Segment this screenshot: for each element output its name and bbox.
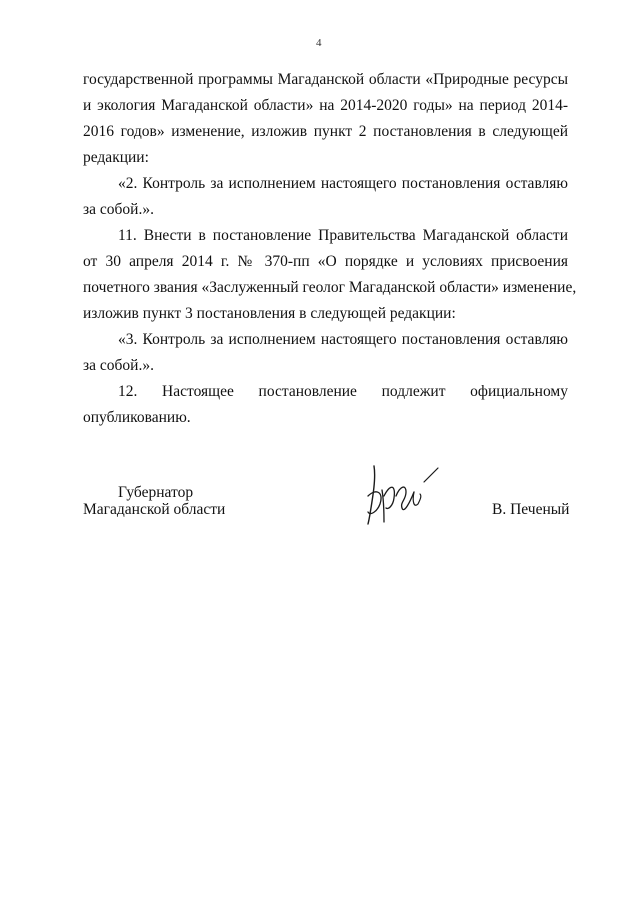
signatory-title: Губернатор [118, 484, 194, 501]
text-line: 2016 годов» изменение, изложив пункт 2 постановления в следующей [83, 123, 568, 140]
text-line: опубликованию. [83, 409, 191, 426]
text-line: и экология Магаданской области» на 2014-2020 годы» на период 2014- [83, 97, 568, 114]
text-line: изложив пункт 3 постановления в следующей редакции: [83, 305, 456, 322]
handwritten-signature [362, 462, 442, 528]
text-line: государственной программы Магаданской области «Природные ресурсы [83, 71, 568, 88]
text-line: «2. Контроль за исполнением настоящего постановления оставляю [118, 175, 568, 192]
text-line: за собой.». [83, 201, 154, 218]
signatory-region: Магаданской области [83, 501, 226, 518]
text-line: за собой.». [83, 357, 154, 374]
text-line: редакции: [83, 149, 149, 166]
page-number: 4 [316, 37, 322, 49]
text-line: 12. Настоящее постановление подлежит официальному [118, 383, 568, 400]
text-line: почетного звания «Заслуженный геолог Магаданской области» изменение, [83, 279, 577, 296]
text-line: «3. Контроль за исполнением настоящего постановления оставляю [118, 331, 568, 348]
text-line: 11. Внести в постановление Правительства Магаданской области [118, 227, 568, 244]
signatory-name: В. Печеный [492, 501, 570, 518]
text-line: от 30 апреля 2014 г. № 370-пп «О порядке и условиях присвоения [83, 253, 568, 270]
